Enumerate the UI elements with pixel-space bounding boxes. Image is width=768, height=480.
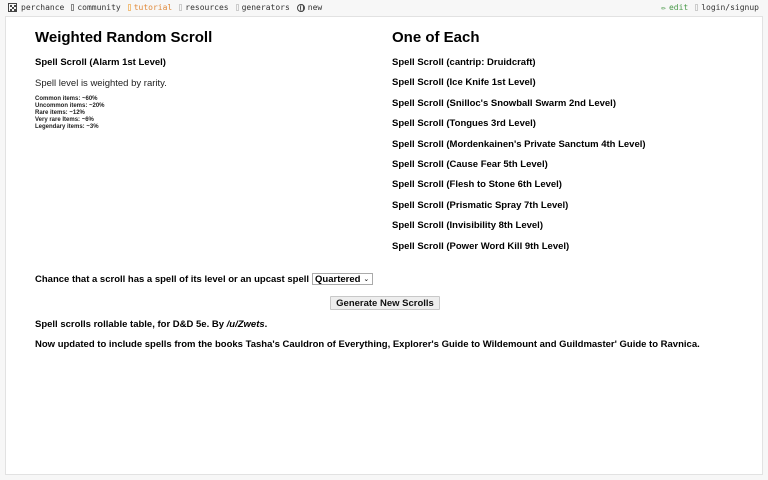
rarity-very-rare: Very rare Items: ~6% [35,117,94,123]
scroll-level-8: Spell Scroll (Invisibility 8th Level) [392,220,543,232]
nav-new[interactable] [297,3,322,12]
upcast-chance-value: Quartered [315,273,361,285]
scroll-level-6: Spell Scroll (Flesh to Stone 6th Level) [392,179,562,191]
scroll-level-3: Spell Scroll (Tongues 3rd Level) [392,118,536,130]
dice-logo-icon [8,3,17,12]
nav-edit[interactable] [661,3,688,12]
nav-login-label: login/signup [701,3,759,12]
generator-output-frame [5,16,763,475]
scroll-level-5: Spell Scroll (Cause Fear 5th Level) [392,158,548,170]
scroll-level-7: Spell Scroll (Prismatic Spray 7th Level) [392,199,569,211]
scroll-level-4: Spell Scroll (Mordenkainen's Private Sanctum 4th Level) [392,138,646,150]
nav-generators[interactable] [236,3,290,12]
weighted-random-title: Weighted Random Scroll [35,29,213,46]
nav-resources-label: resources [185,3,229,12]
nav-left-group [8,3,329,12]
rarity-list [35,96,365,131]
nav-right-group [661,3,759,12]
resources-icon [179,4,182,11]
rarity-legendary: Legendary items: ~3% [35,124,99,130]
nav-tutorial-label: tutorial [133,3,173,12]
top-nav-bar [0,0,768,16]
rarity-rare: Rare items: ~12% [35,110,85,116]
community-icon [71,4,74,11]
one-of-each-panel [392,29,752,261]
upcast-chance-select[interactable] [312,273,373,285]
nav-login[interactable] [695,3,759,12]
credit-prefix: Spell scrolls rollable table, for D&D 5e. By [35,319,227,330]
scroll-list [392,57,752,261]
tutorial-icon [128,4,131,11]
weighted-scroll-result: Spell Scroll (Alarm 1st Level) [35,57,166,68]
scroll-cantrip: Spell Scroll (cantrip: Druidcraft) [392,57,536,68]
weighted-random-panel [35,29,365,131]
nav-generators-label: generators [241,3,290,12]
nav-perchance-label: perchance [21,3,65,12]
nav-resources[interactable] [179,3,228,12]
weighting-note: Spell level is weighted by rarity. [35,78,167,89]
pencil-icon: ✏ [661,3,666,12]
nav-edit-label: edit [668,3,689,12]
update-notice: Now updated to include spells from the books Tasha's Cauldron of Everything, Explorer's Guide to Wildemount and Guildmaster' Guide to Ravnica. [35,339,700,350]
login-icon [695,4,698,11]
new-globe-icon [297,4,305,12]
chevron-down-icon: ⌄ [363,276,370,283]
scroll-level-2: Spell Scroll (Snilloc's Snowball Swarm 2nd Level) [392,97,616,109]
generate-new-scrolls-button[interactable]: Generate New Scrolls [330,296,440,310]
generators-icon [236,4,239,11]
nav-community[interactable] [71,3,120,12]
rarity-uncommon: Uncommon items: ~20% [35,103,105,109]
upcast-chance-label: Chance that a scroll has a spell of its level or an upcast spell [35,273,310,285]
scroll-level-1: Spell Scroll (Ice Knife 1st Level) [392,77,536,89]
credit-line [35,319,267,331]
rarity-common: Common items: ~60% [35,96,98,102]
nav-tutorial[interactable] [128,3,173,12]
credit-suffix: . [264,319,268,330]
nav-perchance[interactable] [8,3,64,12]
author-link[interactable]: /u/Zwets [226,319,265,330]
scroll-level-9: Spell Scroll (Power Word Kill 9th Level) [392,240,570,252]
upcast-chance-row [35,273,373,285]
one-of-each-title: One of Each [392,29,480,46]
nav-new-label: new [307,3,323,12]
nav-community-label: community [77,3,121,12]
